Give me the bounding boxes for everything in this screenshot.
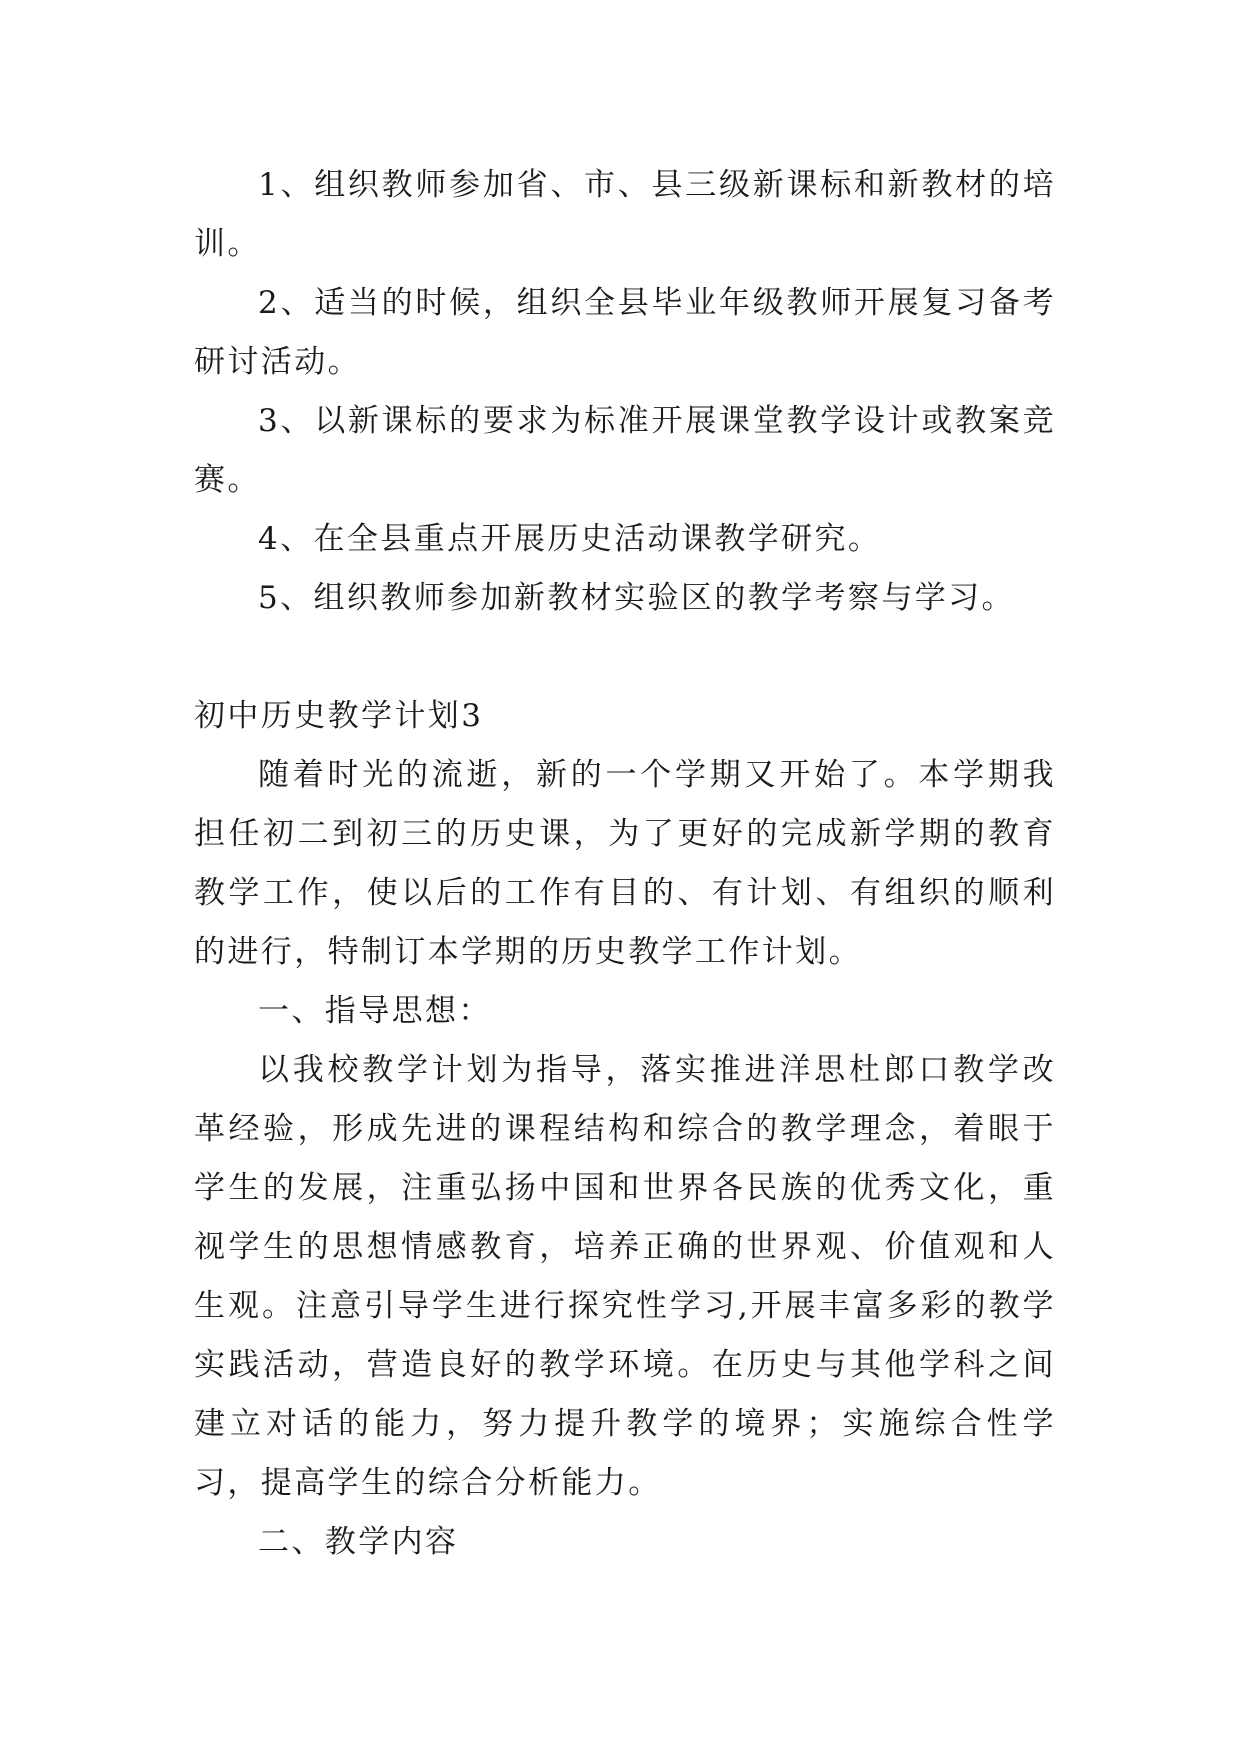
list-item: 4、在全县重点开展历史活动课教学研究。	[258, 521, 882, 557]
intro-paragraph: 随着时光的流逝，新的一个学期又开始了。本学期我担任初二到初三的历史课，为了更好的完成新学期的教育教学工作，使以后的工作有目的、有计划、有组织的顺利的进行，特制订本学期的历史教学工作计划。	[194, 757, 1056, 970]
heading-guiding-thought: 一、指导思想：	[258, 993, 492, 1029]
heading-teaching-content: 二、教学内容	[258, 1524, 459, 1560]
list-item: 3、以新课标的要求为标准开展课堂教学设计或教案竞赛。	[194, 403, 1056, 498]
guiding-thought-paragraph: 以我校教学计划为指导，落实推进洋思杜郎口教学改革经验，形成先进的课程结构和综合的教学理念，着眼于学生的发展，注重弘扬中国和世界各民族的优秀文化，重视学生的思想情感教育，培养正确的世界观、价值观和人生观。注意引导学生进行探究性学习,开展丰富多彩的教学实践活动，营造良好的教学环境。在历史与其他学科之间建立对话的能力，努力提升教学的境界；实施综合性学习，提高学生的综合分析能力。	[194, 1052, 1056, 1501]
section-spacer	[194, 628, 1056, 687]
list-item: 1、组织教师参加省、市、县三级新课标和新教材的培训。	[194, 167, 1056, 262]
document-page	[194, 156, 1056, 1572]
section-title: 初中历史教学计划3	[194, 698, 484, 734]
list-item: 2、适当的时候，组织全县毕业年级教师开展复习备考研讨活动。	[194, 285, 1056, 380]
list-item: 5、组织教师参加新教材实验区的教学考察与学习。	[258, 580, 1015, 616]
